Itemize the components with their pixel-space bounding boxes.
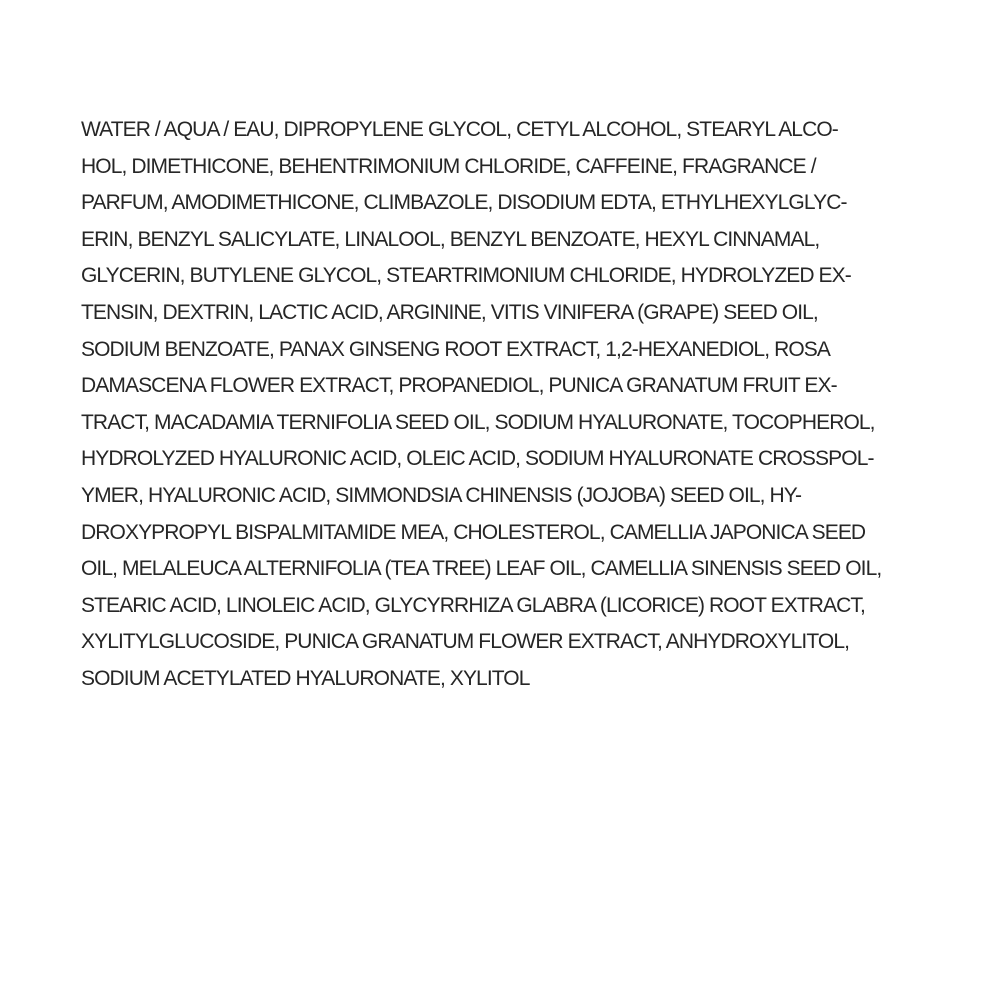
ingredient-line: HYDROLYZED HYALURONIC ACID, OLEIC ACID, SODIUM HYALURONATE CROSSPOL- (81, 447, 874, 471)
ingredient-line: GLYCERIN, BUTYLENE GLYCOL, STEARTRIMONIUM CHLORIDE, HYDROLYZED EX- (81, 264, 851, 288)
ingredient-list (81, 112, 961, 698)
ingredient-line: PARFUM, AMODIMETHICONE, CLIMBAZOLE, DISODIUM EDTA, ETHYLHEXYLGLYC- (81, 191, 847, 215)
ingredient-line: YMER, HYALURONIC ACID, SIMMONDSIA CHINENSIS (JOJOBA) SEED OIL, HY- (81, 483, 802, 507)
ingredient-line: TENSIN, DEXTRIN, LACTIC ACID, ARGININE, VITIS VINIFERA (GRAPE) SEED OIL, (81, 300, 818, 324)
ingredient-line: DAMASCENA FLOWER EXTRACT, PROPANEDIOL, PUNICA GRANATUM FRUIT EX- (81, 374, 837, 398)
ingredient-line: HOL, DIMETHICONE, BEHENTRIMONIUM CHLORIDE, CAFFEINE, FRAGRANCE / (81, 154, 816, 178)
ingredient-line: STEARIC ACID, LINOLEIC ACID, GLYCYRRHIZA GLABRA (LICORICE) ROOT EXTRACT, (81, 593, 865, 617)
ingredient-line: WATER / AQUA / EAU, DIPROPYLENE GLYCOL, CETYL ALCOHOL, STEARYL ALCO- (81, 118, 838, 141)
ingredient-line: DROXYPROPYL BISPALMITAMIDE MEA, CHOLESTEROL, CAMELLIA JAPONICA SEED (81, 520, 866, 544)
ingredient-line: TRACT, MACADAMIA TERNIFOLIA SEED OIL, SODIUM HYALURONATE, TOCOPHEROL, (81, 410, 875, 434)
ingredient-line: XYLITYLGLUCOSIDE, PUNICA GRANATUM FLOWER EXTRACT, ANHYDROXYLITOL, (81, 630, 850, 654)
ingredient-line: SODIUM BENZOATE, PANAX GINSENG ROOT EXTRACT, 1,2-HEXANEDIOL, ROSA (81, 337, 830, 361)
ingredient-line: SODIUM ACETYLATED HYALURONATE, XYLITOL (81, 666, 530, 690)
ingredient-line: ERIN, BENZYL SALICYLATE, LINALOOL, BENZYL BENZOATE, HEXYL CINNAMAL, (81, 227, 820, 251)
ingredient-line: OIL, MELALEUCA ALTERNIFOLIA (TEA TREE) LEAF OIL, CAMELLIA SINENSIS SEED OIL, (81, 557, 882, 581)
